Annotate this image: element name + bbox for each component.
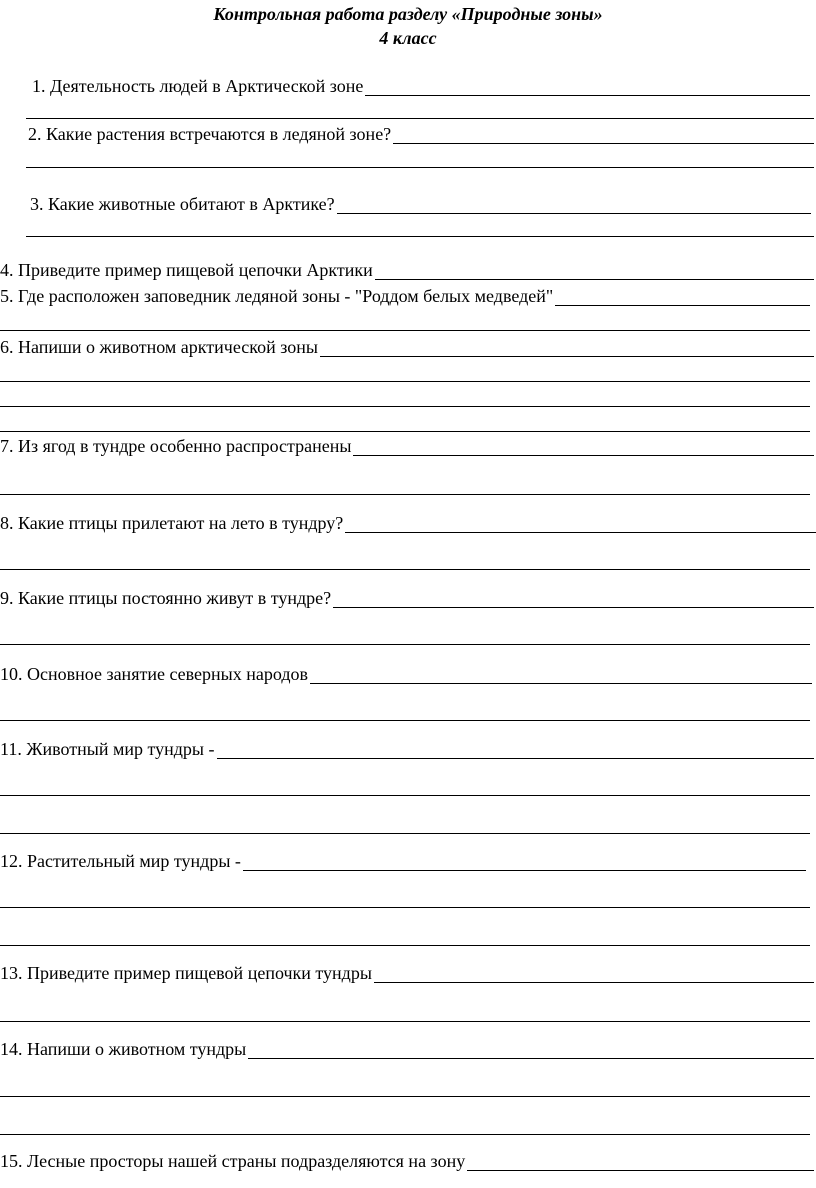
question-5[interactable] (0, 286, 810, 306)
question-2[interactable] (28, 124, 814, 144)
question-6[interactable] (0, 337, 814, 357)
answer-line[interactable] (365, 77, 810, 96)
question-7[interactable] (0, 436, 814, 456)
answer-line[interactable] (0, 907, 810, 908)
answer-line[interactable] (345, 514, 816, 533)
answer-line[interactable] (0, 406, 810, 407)
question-1[interactable] (32, 76, 810, 96)
answer-line[interactable] (248, 1040, 814, 1059)
answer-line[interactable] (0, 1096, 810, 1097)
question-8[interactable] (0, 513, 816, 533)
answer-line[interactable] (0, 795, 810, 796)
answer-line[interactable] (26, 236, 814, 237)
answer-line[interactable] (0, 1134, 810, 1135)
question-15[interactable] (0, 1151, 814, 1171)
answer-line[interactable] (0, 381, 810, 382)
answer-line[interactable] (0, 833, 810, 834)
question-3[interactable] (30, 194, 811, 214)
question-10[interactable] (0, 664, 812, 684)
question-9[interactable] (0, 588, 814, 608)
answer-line[interactable] (0, 431, 810, 432)
question-11[interactable] (0, 739, 814, 759)
question-10-text: 10. Основное занятие северных народов (0, 664, 309, 684)
question-9-text: 9. Какие птицы постоянно живут в тундре? (0, 588, 332, 608)
question-4[interactable] (0, 260, 814, 280)
question-12[interactable] (0, 851, 806, 871)
question-4-text: 4. Приведите пример пищевой цепочки Арктики (0, 260, 373, 280)
answer-line[interactable] (353, 437, 814, 456)
answer-line[interactable] (217, 740, 815, 759)
answer-line[interactable] (0, 330, 810, 331)
answer-line[interactable] (393, 125, 814, 144)
answer-line[interactable] (375, 261, 814, 280)
question-8-text: 8. Какие птицы прилетают на лето в тундру? (0, 513, 344, 533)
question-7-text: 7. Из ягод в тундре особенно распространены (0, 436, 352, 456)
question-14[interactable] (0, 1039, 814, 1059)
answer-line[interactable] (337, 195, 811, 214)
answer-line[interactable] (374, 964, 814, 983)
answer-line[interactable] (0, 720, 810, 721)
answer-line[interactable] (320, 338, 814, 357)
answer-line[interactable] (0, 569, 810, 570)
answer-line[interactable] (467, 1152, 814, 1171)
question-13-text: 13. Приведите пример пищевой цепочки тундры (0, 963, 372, 983)
page-title: Контрольная работа разделу «Природные зоны» (213, 4, 603, 24)
question-14-text: 14. Напиши о животном тундры (0, 1039, 247, 1059)
answer-line[interactable] (243, 852, 806, 871)
question-15-text: 15. Лесные просторы нашей страны подразделяются на зону (0, 1151, 466, 1171)
question-3-text: 3. Какие животные обитают в Арктике? (30, 194, 335, 214)
question-13[interactable] (0, 963, 814, 983)
answer-line[interactable] (310, 665, 812, 684)
question-5-text: 5. Где расположен заповедник ледяной зоны - "Роддом белых медведей" (0, 286, 554, 306)
question-1-text: 1. Деятельность людей в Арктической зоне (32, 76, 364, 96)
question-12-text: 12. Растительный мир тундры - (0, 851, 241, 871)
question-2-text: 2. Какие растения встречаются в ледяной зоне? (28, 124, 392, 144)
answer-line[interactable] (0, 494, 810, 495)
question-11-text: 11. Животный мир тундры - (0, 739, 215, 759)
answer-line[interactable] (26, 118, 814, 119)
answer-line[interactable] (26, 167, 814, 168)
answer-line[interactable] (0, 1021, 810, 1022)
answer-line[interactable] (0, 644, 810, 645)
question-6-text: 6. Напиши о животном арктической зоны (0, 337, 318, 357)
grade-subtitle: 4 класс (379, 28, 437, 48)
answer-line[interactable] (333, 589, 814, 608)
answer-line[interactable] (555, 287, 810, 306)
answer-line[interactable] (0, 945, 810, 946)
